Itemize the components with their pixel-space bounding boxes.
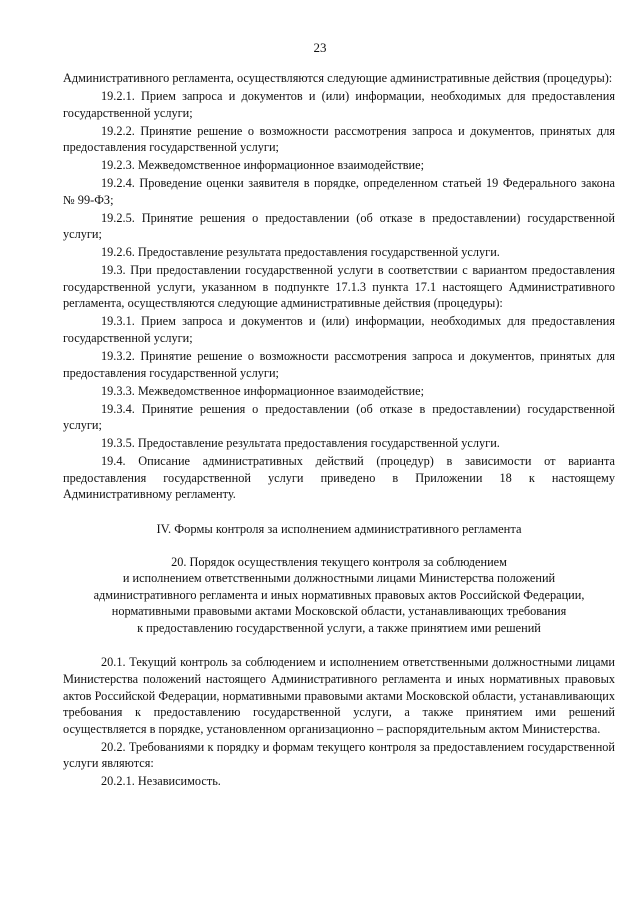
subsection-heading-line: нормативными правовыми актами Московской области, устанавливающих требования	[111, 604, 567, 619]
paragraph: 19.2.5. Принятие решения о предоставлении (об отказе в предоставлении) государственной услуги;	[63, 210, 615, 242]
paragraphs-after	[63, 654, 615, 790]
paragraph: 19.3.1. Прием запроса и документов и (или) информации, необходимых для предоставления государственной услуги;	[63, 314, 615, 346]
paragraph: 19.2.1. Прием запроса и документов и (или) информации, необходимых для предоставления государственной услуги;	[63, 88, 615, 120]
subsection-heading-line: 20. Порядок осуществления текущего контроля за соблюдением	[171, 554, 507, 569]
paragraph: 19.3.3. Межведомственное информационное взаимодействие;	[101, 383, 424, 398]
paragraph: 20.1. Текущий контроль за соблюдением и исполнением ответственными должностными лицами Министерства положений настоящего Административного регламента и иных нормативных правовых актов Российской Федерации, нормативными правовыми актами Московской области, устанавливающих требования к предоставлению государственной услуги, а также принятием ими решений осуществляется в порядке, установленном организационно – распорядительным актом Министерства.	[63, 655, 615, 736]
subsection-heading-line: и исполнением ответственными должностными лицами Министерства положений	[122, 571, 556, 586]
section-heading: IV. Формы контроля за исполнением административного регламента	[156, 521, 522, 536]
subsection-heading-line: к предоставлению государственной услуги, а также принятием ими решений	[137, 620, 541, 635]
paragraph: 19.3.2. Принятие решение о возможности рассмотрения запроса и документов, принятых для предоставления государственной услуги;	[63, 349, 615, 380]
paragraph: Административного регламента, осуществляются следующие административные действия (процедуры):	[63, 71, 613, 85]
page-number: 23	[313, 40, 327, 55]
document-body	[63, 70, 615, 791]
paragraph: 20.2. Требованиями к порядку и формам текущего контроля за предоставлением государственной услуги являются:	[63, 739, 615, 771]
paragraph: 19.2.2. Принятие решение о возможности рассмотрения запроса и документов, принятых для предоставления государственной услуги;	[63, 123, 615, 155]
paragraph: 19.2.6. Предоставление результата предоставления государственной услуги.	[101, 245, 500, 260]
subsection-heading	[63, 554, 615, 637]
paragraph: 19.2.3. Межведомственное информационное взаимодействие;	[101, 158, 424, 173]
paragraphs-before	[63, 70, 615, 503]
paragraph: 19.3.5. Предоставление результата предоставления государственной услуги.	[101, 436, 500, 451]
paragraph: 20.2.1. Независимость.	[101, 774, 221, 789]
paragraph: 19.3.4. Принятие решения о предоставлении (об отказе в предоставлении) государственной услуги;	[63, 401, 615, 433]
paragraph: 19.3. При предоставлении государственной услуги в соответствии с вариантом предоставления государственной услуги, указанном в подпункте 17.1.3 пункта 17.1 настоящего Административного регламента, осуществляются следующие административные действия (процедуры):	[63, 263, 615, 311]
paragraph: 19.2.4. Проведение оценки заявителя в порядке, определенном статьей 19 Федерального закона № 99-ФЗ;	[63, 176, 615, 207]
paragraph: 19.4. Описание административных действий (процедур) в зависимости от варианта предоставления государственной услуги приведено в Приложении 18 к настоящему Административному регламенту.	[63, 454, 615, 502]
subsection-heading-line: административного регламента и иных нормативных правовых актов Российской Федерации,	[93, 587, 585, 602]
